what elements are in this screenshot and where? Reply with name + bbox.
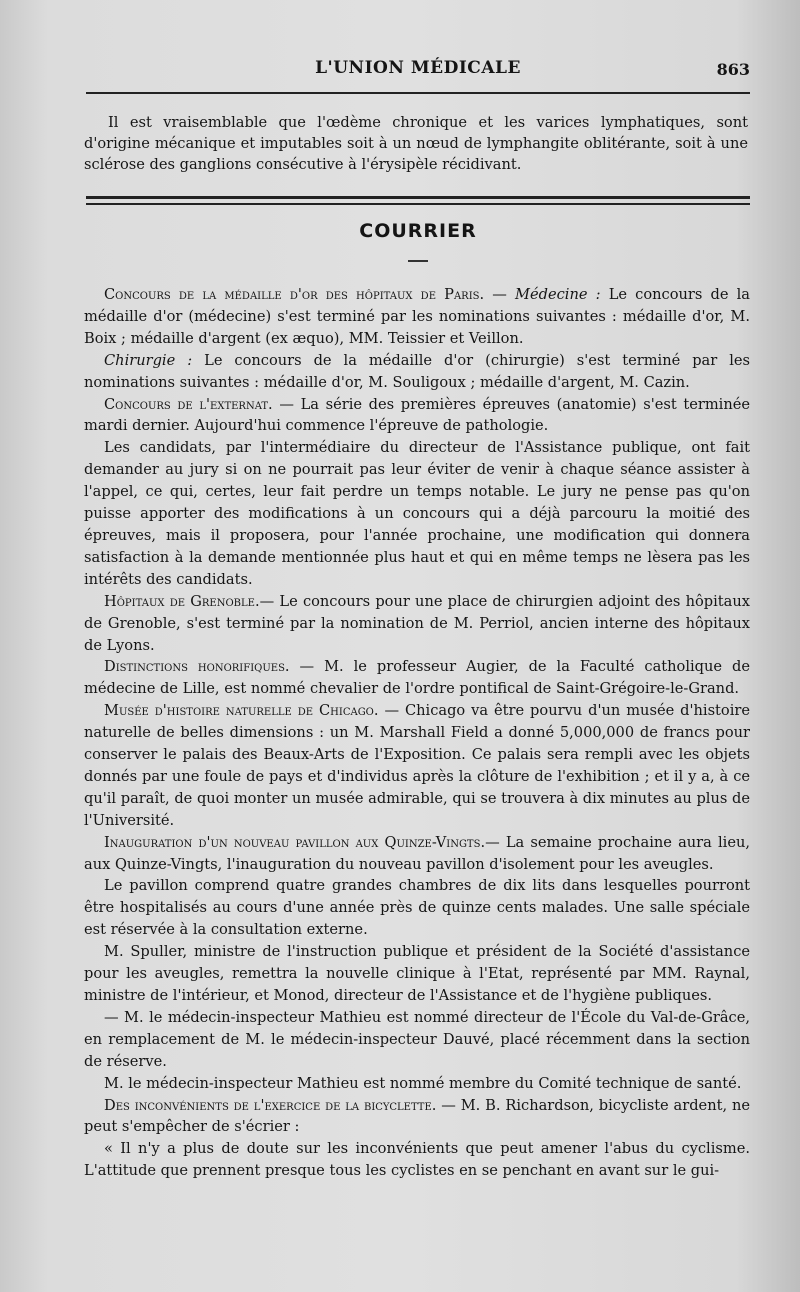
paragraph-medaille-medecine: Concours de la médaille d'or des hôpitaux de Paris. — Médecine : Le concours de la médaille d'or (médecine) s'est terminé par les nominations suivantes : médaille d'or, M. Boix ; médaille d'argent (ex æquo), MM. Teissier et Veillon.	[84, 286, 750, 347]
paragraph-text: M. le professeur Augier, de la Faculté catholique de médecine de Lille, est nommé chevalier de l'ordre pontifical de Saint-Grégoire-le-Grand.	[84, 658, 750, 698]
paragraph-quinze-vingts: Inauguration d'un nouveau pavillon aux Quinze-Vingts.— La semaine prochaine aura lieu, aux Quinze-Vingts, l'inauguration du nouveau pavillon d'isolement pour les aveugles.	[84, 833, 750, 873]
section-divider	[86, 196, 750, 205]
header-rule	[86, 92, 750, 94]
paragraph-distinctions: Distinctions honorifiques. — M. le professeur Augier, de la Faculté catholique de médecine de Lille, est nommé chevalier de l'ordre pontifical de Saint-Grégoire-le-Grand.	[84, 658, 750, 698]
paragraph-chicago: Musée d'histoire naturelle de Chicago. — Chicago va être pourvu d'un musée d'histoire naturelle de belles dimensions : un M. Marshall Field a donné 5,000,000 de francs pour conserver le palais des Beaux-Arts de l'Exposition. Ce palais sera rempli avec les objets donnés par une foule de pays et d'individus après la clôture de l'exhibition ; et il y a, à ce qu'il paraît, de quoi monter un musée admirable, qui se trouvera à dix minutes au plus de l'Université.	[84, 702, 750, 829]
paragraph-lead: Des inconvénients de l'exercice de la bicyclette.	[104, 1096, 437, 1114]
page-number: 863	[716, 60, 750, 79]
paragraph-lead: Concours de la médaille d'or des hôpitaux de Paris.	[104, 286, 485, 303]
paragraph-text: La semaine prochaine aura lieu, aux Quinze-Vingts, l'inauguration du nouveau pavillon d'isolement pour les aveugles.	[84, 833, 750, 873]
paragraph-text: — M. le médecin-inspecteur Mathieu est nommé directeur de l'École du Val-de-Grâce, en remplacement de M. le médecin-inspecteur Dauvé, placé récemment dans la section de réserve.	[84, 1008, 750, 1070]
paragraph-lead: Distinctions honorifiques.	[104, 658, 290, 676]
paragraph-text: La série des premières épreuves (anatomie) s'est terminée mardi dernier. Aujourd'hui commence l'épreuve de pathologie.	[84, 395, 750, 435]
paragraph-comite	[84, 1073, 750, 1095]
intro-paragraph: Il est vraisemblable que l'œdème chronique et les varices lymphatiques, sont d'origine mécanique et imputables soit à un nœud de lymphangite oblitérante, soit à une sclérose des ganglions consécutive à l'érysipèle récidivant.	[84, 114, 748, 173]
paragraph-spuller	[84, 941, 750, 1007]
paragraph-text: Le concours de la médaille d'or (chirurgie) s'est terminé par les nominations suivantes : médaille d'or, M. Souligoux ; médaille d'argent, M. Cazin.	[84, 351, 751, 391]
paragraph-lead: Chirurgie :	[104, 351, 193, 369]
running-title: L'UNION MÉDICALE	[315, 58, 521, 78]
paragraph-text: M. B. Richardson, bicycliste ardent, ne peut s'empêcher de s'écrier :	[84, 1096, 750, 1136]
paragraph-lead: Hôpitaux de Grenoble.	[104, 592, 260, 610]
paragraph-text: « Il n'y a plus de doute sur les inconvénients que peut amener l'abus du cyclisme. L'attitude que prennent presque tous les cyclistes en se penchant en avant sur le gui-	[84, 1140, 750, 1180]
paragraph-pavillon	[84, 875, 750, 941]
title-dash	[408, 260, 428, 262]
paragraph-text: Chicago va être pourvu d'un musée d'histoire naturelle de belles dimensions : un M. Marshall Field a donné 5,000,000 de francs pour conserver le palais des Beaux-Arts de l'Exposition. Ce palais sera rempli avec les objets donnés par une foule de pays et d'individus après la clôture de l'exhibition ; et il y a, à ce qu'il paraît, de quoi monter un musée admirable, qui se trouvera à dix minutes au plus de l'Université.	[84, 702, 750, 829]
paragraph-candidats	[84, 437, 750, 590]
paragraph-lead: Inauguration d'un nouveau pavillon aux Quinze-Vingts.	[104, 833, 486, 851]
paragraph-text: Le concours de la médaille d'or (médecine) s'est terminé par les nominations suivantes : médaille d'or, M. Boix ; médaille d'argent (ex æquo), MM. Teissier et Veillon.	[84, 286, 750, 347]
paragraph-medaille-chirurgie	[84, 350, 750, 394]
paragraph-val-de-grace	[84, 1007, 750, 1073]
paragraph-text: Le concours pour une place de chirurgien adjoint des hôpitaux de Grenoble, s'est terminé par la nomination de M. Perriol, ancien interne des hôpitaux de Lyons.	[84, 592, 750, 654]
paragraph-text: Le pavillon comprend quatre grandes chambres de dix lits dans lesquelles pourront être hospitalisés au cours d'une année près de quinze cents malades. Une salle spéciale est réservée à la consultation externe.	[84, 877, 750, 939]
paragraph-lead: Musée d'histoire naturelle de Chicago.	[104, 702, 379, 720]
section-title: COURRIER	[359, 220, 477, 242]
paragraph-sublead: Médecine :	[515, 286, 601, 303]
paragraph-citation	[84, 1138, 750, 1182]
paragraph-text: M. Spuller, ministre de l'instruction publique et président de la Société d'assistance pour les aveugles, remettra la nouvelle clinique à l'Etat, représenté par MM. Raynal, ministre de l'intérieur, et Monod, directeur de l'Assistance et de l'hygiène publiques.	[84, 943, 750, 1004]
page-header	[86, 56, 750, 86]
paragraph-grenoble: Hôpitaux de Grenoble.— Le concours pour une place de chirurgien adjoint des hôpitaux de Grenoble, s'est terminé par la nomination de M. Perriol, ancien interne des hôpitaux de Lyons.	[84, 592, 750, 654]
paragraph-bicyclette: Des inconvénients de l'exercice de la bicyclette. — M. B. Richardson, bicycliste ardent, ne peut s'empêcher de s'écrier :	[84, 1096, 750, 1136]
paragraph-text: Les candidats, par l'intermédiaire du directeur de l'Assistance publique, ont fait demander au jury si on ne pourrait pas leur éviter de venir à chaque séance assister à l'appel, ce qui, certes, leur fait perdre un temps notable. Le jury ne pense pas qu'on puisse apporter des modifications à un concours qui a déjà parcouru la moitié des épreuves, mais il proposera, pour l'année prochaine, une modification qui donnera satisfaction à la demande mentionnée plus haut et qui en même temps ne lèsera pas les intérêts des candidats.	[84, 439, 750, 588]
paragraph-lead: Concours de l'externat.	[104, 395, 273, 413]
paragraph-text: M. le médecin-inspecteur Mathieu est nommé membre du Comité technique de santé.	[104, 1074, 742, 1092]
article-body	[84, 284, 750, 1182]
paragraph-externat: Concours de l'externat. — La série des premières épreuves (anatomie) s'est terminée mardi dernier. Aujourd'hui commence l'épreuve de pathologie.	[84, 395, 750, 435]
